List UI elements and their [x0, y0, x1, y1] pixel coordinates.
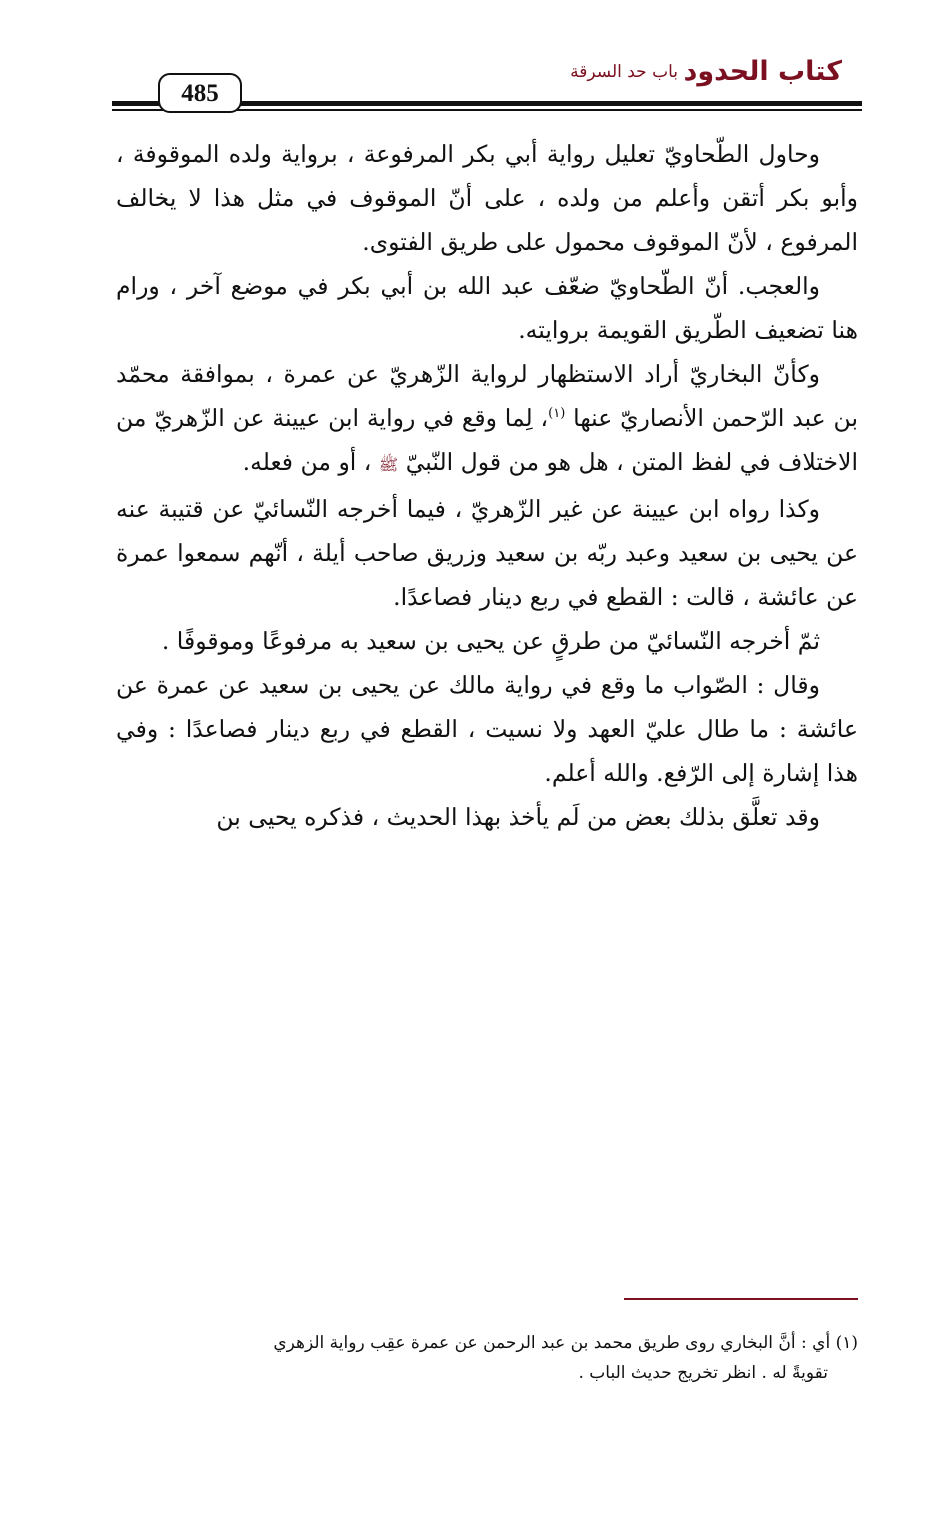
main-text: [116, 132, 858, 839]
footnote-line-2: تقويةً له . انظر تخريج حديث الباب .: [578, 1363, 828, 1383]
paragraph-5: ثمّ أخرجه النّسائيّ من طرقٍ عن يحيى بن سعيد به مرفوعًا وموقوفًا .: [161, 627, 820, 655]
footnote-reference[interactable]: (١): [548, 406, 566, 422]
paragraph-7: وقد تعلَّق بذلك بعض من لَم يأخذ بهذا الحديث ، فذكره يحيى بن: [216, 803, 820, 831]
paragraph-6: وقال : الصّواب ما وقع في رواية مالك عن يحيى بن سعيد عن عمرة عن عائشة : ما طال عليّ العهد ولا نسيت ، القطع في ربع دينار فصاعدًا : وفي هذا إشارة إلى الرّفع. والله أعلم.: [116, 671, 858, 787]
paragraph-1: وحاول الطّحاويّ تعليل رواية أبي بكر المرفوعة ، برواية ولده الموقوفة ، وأبو بكر أتقن وأعلم من ولده ، على أنّ الموقوف في مثل هذا لا يخالف المرفوع ، لأنّ الموقوف محمول على طريق الفتوى.: [116, 140, 858, 256]
paragraph-3-part-c: ، أو من فعله.: [242, 448, 372, 476]
salawat-glyph: ﷺ: [378, 455, 399, 474]
paragraph-3-part-b: ، لِما وقع في رواية ابن عيينة عن الزّهريّ من الاختلاف في لفظ المتن ، هل هو من قول النّبيّ: [116, 404, 858, 476]
footnote-line-1: (١) أي : أنَّ البخاري روى طريق محمد بن عبد الرحمن عن عمرة عقِب رواية الزهري: [273, 1333, 858, 1353]
paragraph-3-part-a: وكأنّ البخاريّ أراد الاستظهار لرواية الزّهريّ عن عمرة ، بموافقة محمّد بن عبد الرّحمن الأنصاريّ عنها: [116, 360, 858, 432]
paragraph-4: وكذا رواه ابن عيينة عن غير الزّهريّ ، فيما أخرجه النّسائيّ عن قتيبة عنه عن يحيى بن سعيد وعبد ربّه بن سعيد وزريق صاحب أيلة ، أنّهم سمعوا عمرة عن عائشة ، قالت : القطع في ربع دينار فصاعدًا.: [116, 495, 858, 611]
page-header: [112, 48, 862, 118]
paragraph-3: [116, 352, 858, 487]
book-title: كتاب الحدود: [683, 56, 842, 87]
paragraph-2: والعجب. أنّ الطّحاويّ ضعّف عبد الله بن أبي بكر في موضع آخر ، ورام هنا تضعيف الطّريق القويمة بروايته.: [116, 272, 858, 344]
page-number: 485: [158, 73, 242, 113]
chapter-title: باب حد السرقة: [570, 62, 678, 82]
footnote: [116, 1328, 858, 1388]
footnote-separator: [624, 1298, 858, 1300]
